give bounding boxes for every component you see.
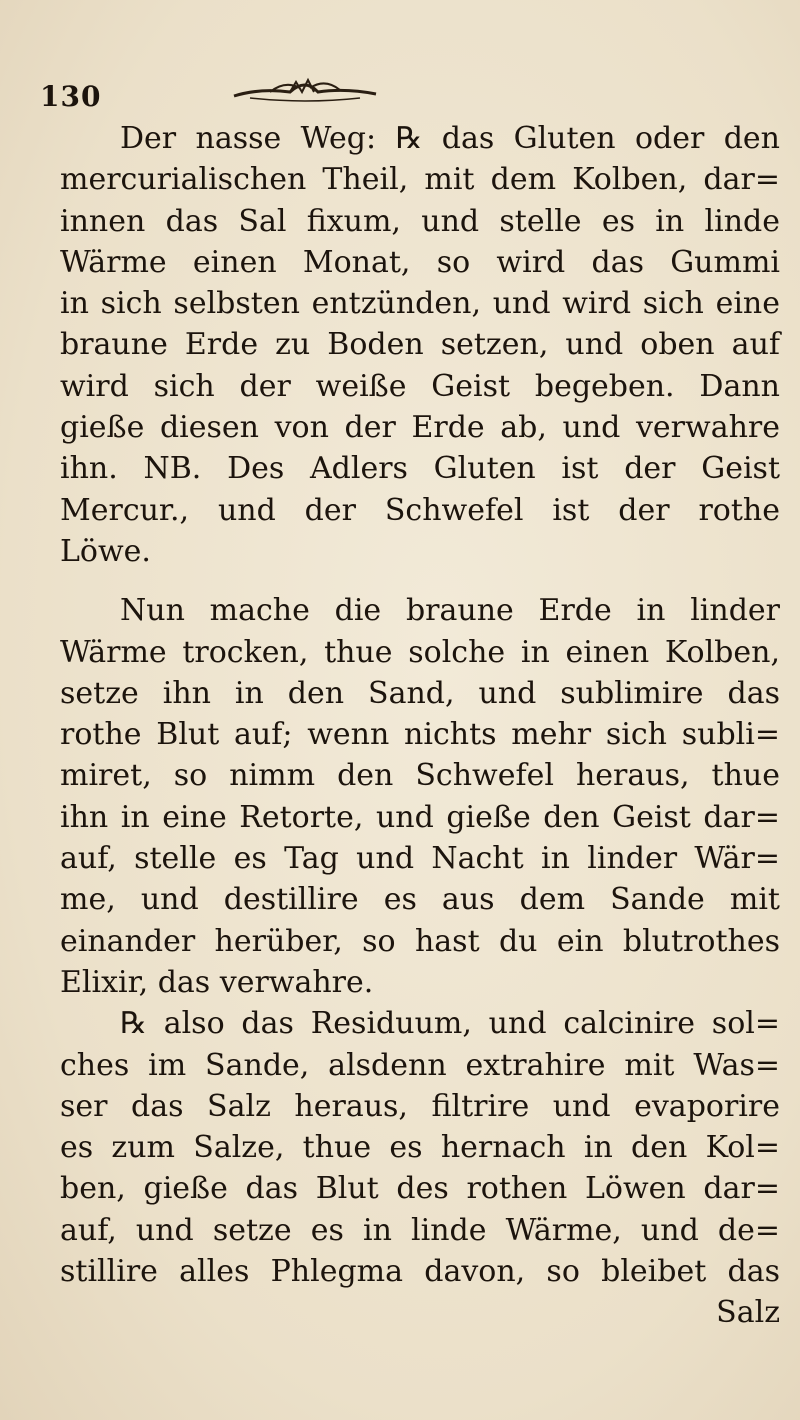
catchword: Salz	[716, 1295, 780, 1331]
text-line: ihn in eine Retorte, und gieße den Geist dar=	[60, 799, 780, 835]
text-line: me, und destillire es aus dem Sande mit	[60, 882, 780, 918]
text-line: Wärme trocken, thue solche in einen Kolben,	[60, 634, 780, 670]
text-line: in sich selbsten entzünden, und wird sich eine	[60, 286, 780, 322]
body-text	[60, 118, 780, 1334]
text-line: mercurialischen Theil, mit dem Kolben, dar=	[60, 162, 780, 198]
text-line: auf, stelle es Tag und Nacht in linder Wär=	[60, 841, 780, 877]
page-number: 130	[40, 80, 102, 113]
text-line: wird sich der weiße Geist begeben. Dann	[60, 368, 780, 404]
text-line: ℞ also das Residuum, und calcinire sol=	[120, 1006, 780, 1042]
text-line: braune Erde zu Boden setzen, und oben auf	[60, 327, 780, 363]
text-line: Nun mache die braune Erde in linder	[120, 593, 780, 629]
text-line: rothe Blut auf; wenn nichts mehr sich subli=	[60, 717, 780, 753]
text-line: ser das Salz heraus, filtrire und evaporire	[60, 1088, 780, 1124]
decorative-ornament-icon	[230, 70, 380, 106]
text-line: Elixir, das verwahre.	[60, 964, 374, 1000]
text-line: Löwe.	[60, 533, 151, 569]
text-line: Mercur., und der Schwefel ist der rothe	[60, 492, 780, 528]
text-line: auf, und setze es in linde Wärme, und de=	[60, 1212, 780, 1248]
text-line: ihn. NB. Des Adlers Gluten ist der Geist	[60, 451, 780, 487]
text-line: setze ihn in den Sand, und sublimire das	[60, 675, 780, 711]
text-line: ben, gieße das Blut des rothen Löwen dar=	[60, 1171, 780, 1207]
text-line: miret, so nimm den Schwefel heraus, thue	[60, 758, 780, 794]
text-line: stillire alles Phlegma davon, so bleibet das	[60, 1254, 780, 1290]
text-line: es zum Salze, thue es hernach in den Kol=	[60, 1130, 780, 1166]
text-line: innen das Sal fixum, und stelle es in linde	[60, 203, 780, 239]
text-line: einander herüber, so hast du ein blutrothes	[60, 923, 780, 959]
text-line: ches im Sande, alsdenn extrahire mit Was=	[60, 1047, 780, 1083]
text-line: Wärme einen Monat, so wird das Gummi	[60, 244, 780, 280]
text-line: gieße diesen von der Erde ab, und verwahre	[60, 410, 780, 446]
text-line: Der nasse Weg: ℞ das Gluten oder den	[120, 121, 780, 156]
